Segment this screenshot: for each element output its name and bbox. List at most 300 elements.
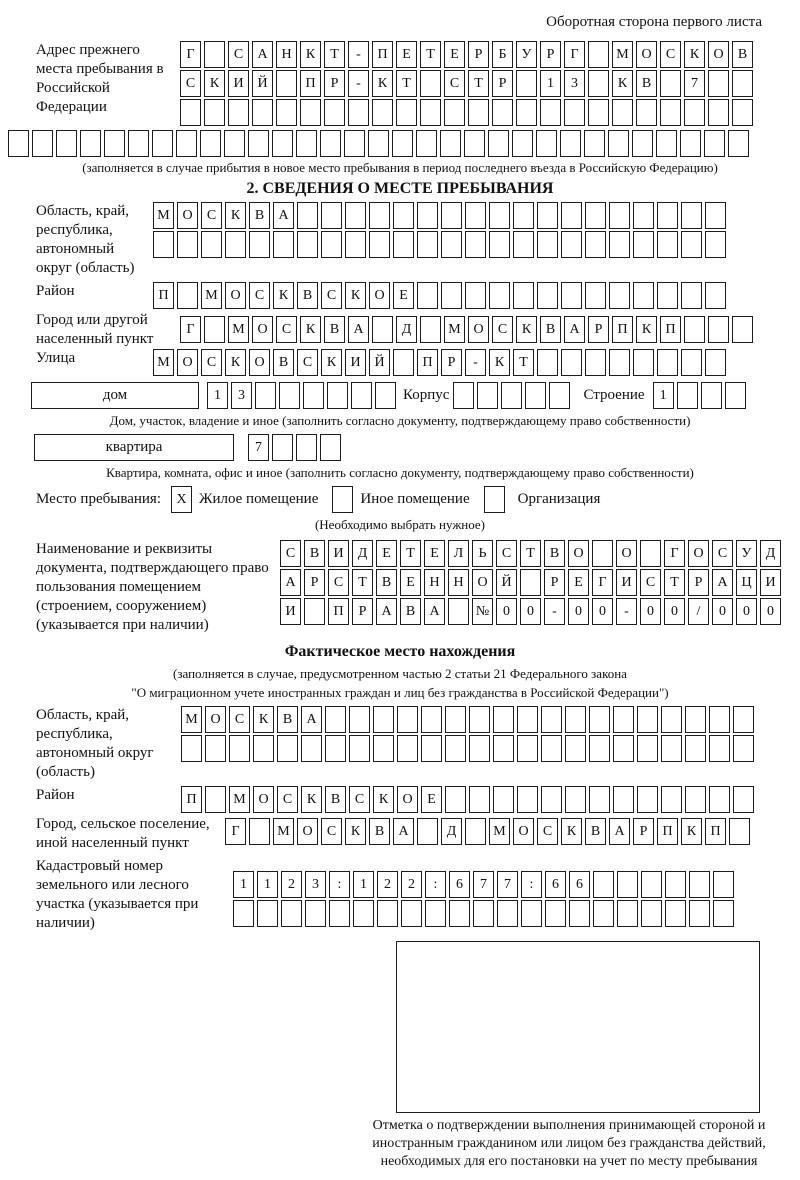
char-cell[interactable] <box>705 231 726 258</box>
char-cell[interactable]: В <box>325 786 346 813</box>
char-cell[interactable]: Е <box>568 569 589 596</box>
char-cell[interactable] <box>128 130 149 157</box>
char-cell[interactable] <box>657 202 678 229</box>
char-cell[interactable]: П <box>417 349 438 376</box>
char-cell[interactable]: С <box>228 41 249 68</box>
char-cell[interactable]: 3 <box>564 70 585 97</box>
char-cell[interactable]: 1 <box>233 871 254 898</box>
char-cell[interactable]: М <box>273 818 294 845</box>
char-cell[interactable]: - <box>616 598 637 625</box>
char-cell[interactable] <box>393 202 414 229</box>
char-cell[interactable]: С <box>328 569 349 596</box>
char-cell[interactable] <box>201 231 222 258</box>
char-cell[interactable]: С <box>349 786 370 813</box>
char-cell[interactable] <box>465 282 486 309</box>
char-cell[interactable] <box>705 282 726 309</box>
char-cell[interactable]: - <box>544 598 565 625</box>
char-cell[interactable] <box>637 735 658 762</box>
char-cell[interactable] <box>177 282 198 309</box>
char-cell[interactable]: Р <box>540 41 561 68</box>
char-cell[interactable] <box>441 282 462 309</box>
char-cell[interactable] <box>613 706 634 733</box>
char-cell[interactable] <box>661 786 682 813</box>
char-cell[interactable]: К <box>345 282 366 309</box>
char-cell[interactable] <box>684 316 705 343</box>
char-cell[interactable] <box>612 99 633 126</box>
char-cell[interactable] <box>592 540 613 567</box>
char-cell[interactable]: В <box>400 598 421 625</box>
char-cell[interactable]: В <box>273 349 294 376</box>
char-cell[interactable]: О <box>177 349 198 376</box>
char-cell[interactable] <box>729 818 750 845</box>
char-cell[interactable] <box>200 130 221 157</box>
char-cell[interactable]: П <box>372 41 393 68</box>
char-cell[interactable]: 7 <box>473 871 494 898</box>
char-cell[interactable] <box>513 282 534 309</box>
char-cell[interactable]: 0 <box>592 598 613 625</box>
char-cell[interactable] <box>396 99 417 126</box>
char-cell[interactable]: Г <box>592 569 613 596</box>
char-cell[interactable] <box>440 130 461 157</box>
char-cell[interactable] <box>564 99 585 126</box>
char-cell[interactable]: 6 <box>569 871 590 898</box>
char-cell[interactable] <box>709 735 730 762</box>
char-cell[interactable]: 1 <box>540 70 561 97</box>
char-cell[interactable] <box>272 130 293 157</box>
char-cell[interactable]: А <box>252 41 273 68</box>
char-cell[interactable]: К <box>561 818 582 845</box>
char-cell[interactable] <box>637 706 658 733</box>
char-cell[interactable]: К <box>225 202 246 229</box>
char-cell[interactable] <box>453 382 474 409</box>
char-cell[interactable]: А <box>564 316 585 343</box>
char-cell[interactable]: Т <box>520 540 541 567</box>
char-cell[interactable]: М <box>489 818 510 845</box>
char-cell[interactable] <box>325 706 346 733</box>
char-cell[interactable] <box>613 735 634 762</box>
char-cell[interactable]: А <box>712 569 733 596</box>
char-cell[interactable] <box>540 99 561 126</box>
char-cell[interactable]: С <box>180 70 201 97</box>
char-cell[interactable]: - <box>465 349 486 376</box>
char-cell[interactable] <box>345 231 366 258</box>
char-cell[interactable] <box>636 99 657 126</box>
char-cell[interactable]: К <box>300 41 321 68</box>
char-cell[interactable] <box>152 130 173 157</box>
char-cell[interactable]: О <box>397 786 418 813</box>
char-cell[interactable]: М <box>229 786 250 813</box>
char-cell[interactable]: Г <box>180 316 201 343</box>
char-cell[interactable]: У <box>516 41 537 68</box>
char-cell[interactable]: : <box>329 871 350 898</box>
char-cell[interactable] <box>536 130 557 157</box>
char-cell[interactable]: О <box>253 786 274 813</box>
char-cell[interactable]: А <box>609 818 630 845</box>
char-cell[interactable] <box>681 231 702 258</box>
char-cell[interactable] <box>277 735 298 762</box>
char-cell[interactable] <box>300 99 321 126</box>
char-cell[interactable] <box>420 70 441 97</box>
char-cell[interactable] <box>657 231 678 258</box>
char-cell[interactable]: Д <box>396 316 417 343</box>
char-cell[interactable] <box>680 130 701 157</box>
char-cell[interactable] <box>608 130 629 157</box>
char-cell[interactable] <box>708 316 729 343</box>
char-cell[interactable]: 2 <box>281 871 302 898</box>
char-cell[interactable] <box>276 99 297 126</box>
char-cell[interactable] <box>177 231 198 258</box>
char-cell[interactable]: О <box>513 818 534 845</box>
char-cell[interactable] <box>327 382 348 409</box>
char-cell[interactable] <box>585 349 606 376</box>
char-cell[interactable]: Е <box>393 282 414 309</box>
char-cell[interactable] <box>560 130 581 157</box>
char-cell[interactable] <box>585 282 606 309</box>
char-cell[interactable] <box>416 130 437 157</box>
char-cell[interactable] <box>279 382 300 409</box>
char-cell[interactable]: О <box>252 316 273 343</box>
char-cell[interactable] <box>464 130 485 157</box>
char-cell[interactable] <box>733 786 754 813</box>
char-cell[interactable] <box>321 231 342 258</box>
char-cell[interactable]: П <box>153 282 174 309</box>
char-cell[interactable] <box>493 786 514 813</box>
char-cell[interactable] <box>708 70 729 97</box>
char-cell[interactable] <box>593 900 614 927</box>
char-cell[interactable]: А <box>301 706 322 733</box>
char-cell[interactable]: 7 <box>248 434 269 461</box>
char-cell[interactable] <box>549 382 570 409</box>
char-cell[interactable] <box>537 231 558 258</box>
char-cell[interactable]: О <box>636 41 657 68</box>
char-cell[interactable]: И <box>616 569 637 596</box>
char-cell[interactable] <box>632 130 653 157</box>
char-cell[interactable]: - <box>348 41 369 68</box>
char-cell[interactable] <box>281 900 302 927</box>
char-cell[interactable]: Н <box>424 569 445 596</box>
char-cell[interactable] <box>375 382 396 409</box>
char-cell[interactable]: П <box>300 70 321 97</box>
char-cell[interactable]: Р <box>492 70 513 97</box>
char-cell[interactable]: 7 <box>497 871 518 898</box>
char-cell[interactable]: К <box>636 316 657 343</box>
char-cell[interactable]: В <box>297 282 318 309</box>
char-cell[interactable] <box>421 735 442 762</box>
char-cell[interactable]: Т <box>352 569 373 596</box>
char-cell[interactable] <box>204 99 225 126</box>
char-cell[interactable]: С <box>201 349 222 376</box>
char-cell[interactable]: 7 <box>684 70 705 97</box>
char-cell[interactable]: К <box>273 282 294 309</box>
char-cell[interactable] <box>661 706 682 733</box>
char-cell[interactable]: С <box>276 316 297 343</box>
char-cell[interactable] <box>657 282 678 309</box>
char-cell[interactable]: 0 <box>736 598 757 625</box>
char-cell[interactable]: 1 <box>207 382 228 409</box>
char-cell[interactable]: 0 <box>520 598 541 625</box>
char-cell[interactable]: П <box>657 818 678 845</box>
char-cell[interactable]: И <box>345 349 366 376</box>
char-cell[interactable] <box>537 349 558 376</box>
char-cell[interactable] <box>685 706 706 733</box>
char-cell[interactable]: П <box>328 598 349 625</box>
char-cell[interactable]: В <box>277 706 298 733</box>
char-cell[interactable]: В <box>636 70 657 97</box>
char-cell[interactable]: : <box>521 871 542 898</box>
char-cell[interactable] <box>80 130 101 157</box>
char-cell[interactable]: 6 <box>545 871 566 898</box>
char-cell[interactable] <box>633 231 654 258</box>
char-cell[interactable]: Е <box>424 540 445 567</box>
char-cell[interactable]: И <box>228 70 249 97</box>
char-cell[interactable] <box>228 99 249 126</box>
char-cell[interactable] <box>689 900 710 927</box>
char-cell[interactable]: 1 <box>653 382 674 409</box>
char-cell[interactable] <box>517 735 538 762</box>
char-cell[interactable]: К <box>681 818 702 845</box>
char-cell[interactable] <box>373 706 394 733</box>
char-cell[interactable] <box>349 735 370 762</box>
char-cell[interactable]: С <box>249 282 270 309</box>
char-cell[interactable]: О <box>177 202 198 229</box>
char-cell[interactable] <box>609 282 630 309</box>
char-cell[interactable]: Д <box>760 540 781 567</box>
char-cell[interactable]: М <box>153 202 174 229</box>
char-cell[interactable]: Т <box>664 569 685 596</box>
char-cell[interactable] <box>397 706 418 733</box>
char-cell[interactable] <box>329 900 350 927</box>
char-cell[interactable]: А <box>273 202 294 229</box>
char-cell[interactable]: С <box>492 316 513 343</box>
char-cell[interactable] <box>372 99 393 126</box>
char-cell[interactable]: К <box>345 818 366 845</box>
char-cell[interactable]: О <box>369 282 390 309</box>
char-cell[interactable]: Р <box>688 569 709 596</box>
char-cell[interactable] <box>541 786 562 813</box>
char-cell[interactable] <box>733 706 754 733</box>
char-cell[interactable]: С <box>321 282 342 309</box>
char-cell[interactable] <box>525 382 546 409</box>
char-cell[interactable]: С <box>537 818 558 845</box>
char-cell[interactable] <box>489 282 510 309</box>
char-cell[interactable] <box>176 130 197 157</box>
char-cell[interactable]: О <box>472 569 493 596</box>
char-cell[interactable] <box>617 871 638 898</box>
char-cell[interactable]: 0 <box>640 598 661 625</box>
char-cell[interactable] <box>633 202 654 229</box>
char-cell[interactable] <box>677 382 698 409</box>
char-cell[interactable] <box>561 202 582 229</box>
char-cell[interactable]: Р <box>324 70 345 97</box>
char-cell[interactable] <box>8 130 29 157</box>
char-cell[interactable] <box>513 202 534 229</box>
char-cell[interactable] <box>589 786 610 813</box>
char-cell[interactable] <box>640 540 661 567</box>
char-cell[interactable] <box>493 706 514 733</box>
char-cell[interactable]: С <box>444 70 465 97</box>
char-cell[interactable]: К <box>225 349 246 376</box>
char-cell[interactable] <box>369 231 390 258</box>
char-cell[interactable] <box>489 202 510 229</box>
char-cell[interactable]: К <box>372 70 393 97</box>
char-cell[interactable] <box>665 871 686 898</box>
char-cell[interactable] <box>725 382 746 409</box>
char-cell[interactable] <box>488 130 509 157</box>
char-cell[interactable] <box>637 786 658 813</box>
char-cell[interactable]: М <box>181 706 202 733</box>
char-cell[interactable]: В <box>544 540 565 567</box>
char-cell[interactable] <box>469 735 490 762</box>
char-cell[interactable] <box>609 349 630 376</box>
char-cell[interactable] <box>561 282 582 309</box>
char-cell[interactable] <box>589 735 610 762</box>
char-cell[interactable] <box>377 900 398 927</box>
char-cell[interactable]: О <box>249 349 270 376</box>
char-cell[interactable]: 0 <box>760 598 781 625</box>
char-cell[interactable] <box>561 349 582 376</box>
char-cell[interactable]: У <box>736 540 757 567</box>
char-cell[interactable] <box>665 900 686 927</box>
char-cell[interactable] <box>512 130 533 157</box>
char-cell[interactable] <box>351 382 372 409</box>
char-cell[interactable] <box>224 130 245 157</box>
char-cell[interactable] <box>701 382 722 409</box>
char-cell[interactable]: Р <box>468 41 489 68</box>
char-cell[interactable] <box>368 130 389 157</box>
char-cell[interactable] <box>445 786 466 813</box>
char-cell[interactable] <box>233 900 254 927</box>
char-cell[interactable] <box>304 598 325 625</box>
char-cell[interactable] <box>373 735 394 762</box>
char-cell[interactable]: Р <box>304 569 325 596</box>
char-cell[interactable]: М <box>444 316 465 343</box>
char-cell[interactable] <box>321 202 342 229</box>
char-cell[interactable] <box>348 99 369 126</box>
char-cell[interactable]: С <box>712 540 733 567</box>
char-cell[interactable]: С <box>321 818 342 845</box>
char-cell[interactable]: С <box>277 786 298 813</box>
char-cell[interactable]: Б <box>492 41 513 68</box>
char-cell[interactable] <box>733 735 754 762</box>
char-cell[interactable]: А <box>376 598 397 625</box>
char-cell[interactable]: С <box>297 349 318 376</box>
char-cell[interactable]: О <box>616 540 637 567</box>
char-cell[interactable] <box>332 486 353 513</box>
char-cell[interactable] <box>349 706 370 733</box>
char-cell[interactable]: Е <box>396 41 417 68</box>
char-cell[interactable] <box>372 316 393 343</box>
char-cell[interactable]: Р <box>633 818 654 845</box>
char-cell[interactable]: С <box>660 41 681 68</box>
char-cell[interactable]: О <box>205 706 226 733</box>
char-cell[interactable]: С <box>640 569 661 596</box>
char-cell[interactable]: К <box>373 786 394 813</box>
char-cell[interactable] <box>489 231 510 258</box>
char-cell[interactable]: П <box>660 316 681 343</box>
char-cell[interactable] <box>497 900 518 927</box>
char-cell[interactable] <box>501 382 522 409</box>
char-cell[interactable] <box>633 282 654 309</box>
char-cell[interactable] <box>253 735 274 762</box>
char-cell[interactable]: Н <box>276 41 297 68</box>
char-cell[interactable] <box>569 900 590 927</box>
char-cell[interactable]: К <box>684 41 705 68</box>
char-cell[interactable] <box>728 130 749 157</box>
char-cell[interactable] <box>704 130 725 157</box>
char-cell[interactable] <box>520 569 541 596</box>
char-cell[interactable] <box>180 99 201 126</box>
char-cell[interactable]: Т <box>324 41 345 68</box>
char-cell[interactable]: Т <box>400 540 421 567</box>
char-cell[interactable]: X <box>171 486 192 513</box>
char-cell[interactable]: : <box>425 871 446 898</box>
char-cell[interactable] <box>713 900 734 927</box>
char-cell[interactable]: К <box>300 316 321 343</box>
char-cell[interactable]: 0 <box>712 598 733 625</box>
char-cell[interactable] <box>709 786 730 813</box>
char-cell[interactable]: О <box>568 540 589 567</box>
char-cell[interactable] <box>401 900 422 927</box>
char-cell[interactable] <box>589 706 610 733</box>
char-cell[interactable] <box>56 130 77 157</box>
char-cell[interactable] <box>588 70 609 97</box>
char-cell[interactable]: О <box>688 540 709 567</box>
char-cell[interactable] <box>585 231 606 258</box>
char-cell[interactable] <box>420 99 441 126</box>
char-cell[interactable] <box>272 434 293 461</box>
char-cell[interactable] <box>681 202 702 229</box>
char-cell[interactable] <box>417 231 438 258</box>
char-cell[interactable] <box>609 202 630 229</box>
char-cell[interactable] <box>204 316 225 343</box>
char-cell[interactable]: М <box>228 316 249 343</box>
char-cell[interactable]: Р <box>588 316 609 343</box>
char-cell[interactable]: Г <box>225 818 246 845</box>
char-cell[interactable] <box>296 130 317 157</box>
char-cell[interactable] <box>248 130 269 157</box>
char-cell[interactable]: 6 <box>449 871 470 898</box>
char-cell[interactable] <box>584 130 605 157</box>
char-cell[interactable] <box>517 706 538 733</box>
char-cell[interactable] <box>477 382 498 409</box>
char-cell[interactable]: 3 <box>231 382 252 409</box>
char-cell[interactable] <box>441 202 462 229</box>
char-cell[interactable]: Т <box>420 41 441 68</box>
char-cell[interactable] <box>421 706 442 733</box>
char-cell[interactable] <box>561 231 582 258</box>
char-cell[interactable]: А <box>393 818 414 845</box>
char-cell[interactable] <box>344 130 365 157</box>
char-cell[interactable]: И <box>760 569 781 596</box>
char-cell[interactable] <box>441 231 462 258</box>
char-cell[interactable]: С <box>496 540 517 567</box>
char-cell[interactable] <box>617 900 638 927</box>
char-cell[interactable]: К <box>204 70 225 97</box>
char-cell[interactable] <box>393 231 414 258</box>
char-cell[interactable]: Й <box>252 70 273 97</box>
char-cell[interactable] <box>303 382 324 409</box>
char-cell[interactable]: 2 <box>377 871 398 898</box>
char-cell[interactable] <box>705 202 726 229</box>
char-cell[interactable]: 3 <box>305 871 326 898</box>
char-cell[interactable] <box>301 735 322 762</box>
char-cell[interactable]: 1 <box>257 871 278 898</box>
char-cell[interactable] <box>513 231 534 258</box>
char-cell[interactable] <box>660 99 681 126</box>
char-cell[interactable]: С <box>280 540 301 567</box>
char-cell[interactable]: А <box>424 598 445 625</box>
char-cell[interactable] <box>417 818 438 845</box>
